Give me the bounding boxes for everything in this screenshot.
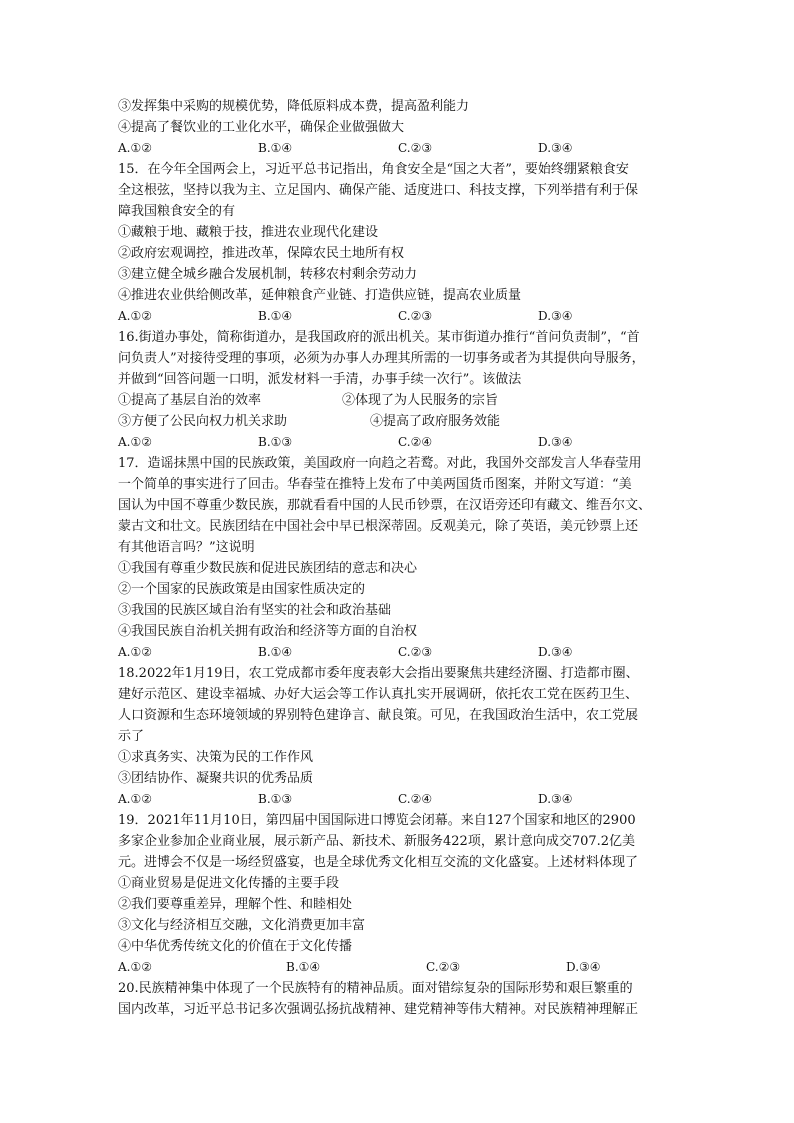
choice-c: C.②④	[398, 792, 433, 806]
choice-a: A.①②	[118, 309, 152, 323]
option-item: ③我国的民族区域自治有坚实的社会和政治基础	[118, 603, 392, 618]
choice-b: B.①③	[258, 792, 293, 806]
choice-a: A.①②	[118, 792, 152, 806]
option-item: ②我们要尊重差异，理解个性、和睦相处	[118, 897, 353, 912]
choice-d: D.③④	[538, 792, 573, 806]
question-stem: 障我国粮食安全的有	[118, 204, 236, 219]
choice-c: C.②③	[398, 309, 433, 323]
option-item: ③文化与经济相互交融，文化消费更加丰富	[118, 918, 366, 933]
question-stem: 17．造谣抹黑中国的民族政策，美国政府一向趋之若鹜。对此，我国外交部发言人华春莹用	[118, 456, 642, 471]
option-item: ①商业贸易是促进文化传播的主要手段	[118, 876, 340, 891]
option-item: ④提高了餐饮业的工业化水平，确保企业做强做大	[118, 120, 405, 135]
option-item: ③发挥集中采购的规模优势，降低原料成本费，提高盈利能力	[118, 99, 470, 114]
choice-d: D.③④	[538, 141, 573, 155]
choice-c: C.②④	[398, 435, 433, 449]
choice-c: C.②③	[426, 960, 461, 974]
option-item: ①提高了基层自治的效率	[118, 393, 262, 408]
question-19	[118, 810, 678, 978]
option-item: ③建立健全城乡融合发展机制，转移农村剩余劳动力	[118, 267, 418, 282]
choice-a: A.①②	[118, 435, 152, 449]
option-row	[118, 411, 678, 432]
question-stem: 问负责人”对接待受理的事项，必须为办事人办理其所需的一切事务或者为其提供向导服务，	[118, 351, 645, 366]
question-stem: 16.街道办事处，简称街道办，是我国政府的派出机关。某市街道办推行“首问负责制”，“首	[118, 330, 640, 345]
choice-a: A.①②	[118, 960, 152, 974]
option-item: ③团结协作、凝聚共识的优秀品质	[118, 771, 314, 786]
option-item: ④中华优秀传统文化的价值在于文化传播	[118, 939, 353, 954]
question-stem: 国内改革，习近平总书记多次强调弘扬抗战精神、建党精神等伟大精神。对民族精神理解正	[118, 1002, 639, 1017]
question-stem: 元。进博会不仅是一场经贸盛宴，也是全球优秀文化相互交流的文化盛宴。上述材料体现了	[118, 855, 639, 870]
question-stem: 建好示范区、建设幸福城、办好大运会等工作认真扎实开展调研，依托农工党在医药卫生、	[118, 687, 639, 702]
choice-d: D.③④	[538, 435, 573, 449]
question-stem: 一个简单的事实进行了回击。华春莹在推特上发布了中美两国货币图案，并附文写道：“美	[118, 477, 632, 492]
question-16	[118, 327, 678, 453]
question-stem: 多家企业参加企业商业展，展示新产品、新技术、新服务422项，累计意向成交707.2亿美	[118, 834, 636, 849]
choice-a: A.①②	[118, 645, 152, 659]
question-stem: 示了	[118, 729, 145, 744]
option-row	[118, 390, 678, 411]
question-stem: 并做到“回答问题一口明，派发材料一手清，办事手续一次行”。该做法	[118, 372, 522, 387]
question-18	[118, 663, 678, 810]
question-stem: 19．2021年11月10日，第四届中国国际进口博览会闭幕。来自127个国家和地区的2900	[118, 813, 636, 828]
question-stem: 人口资源和生态环境领域的界别特色建诤言、献良策。可见，在我国政治生活中，农工党展	[118, 708, 639, 723]
choice-d: D.③④	[538, 309, 573, 323]
choice-d: D.③④	[538, 645, 573, 659]
option-item: ①求真务实、决策为民的工作作风	[118, 750, 314, 765]
option-item: ③方便了公民向权力机关求助	[118, 414, 288, 429]
choice-b: B.①④	[258, 141, 293, 155]
choice-c: C.②③	[398, 141, 433, 155]
option-item: ④提高了政府服务效能	[370, 414, 501, 429]
choice-b: B.①④	[258, 309, 293, 323]
option-item: ②一个国家的民族政策是由国家性质决定的	[118, 582, 366, 597]
option-item: ②政府宏观调控，推进改革，保障农民土地所有权	[118, 246, 405, 261]
exam-page	[118, 96, 678, 1020]
choice-b: B.①③	[258, 435, 293, 449]
question-stem: 国认为中国不尊重少数民族，那就看看中国的人民币钞票，在汉语旁还印有藏文、维吾尔文、	[118, 498, 652, 513]
answer-choices	[118, 306, 678, 327]
question-stem: 15．在今年全国两会上，习近平总书记指出，角食安全是“国之大者”，要始终绷紧粮食安	[118, 162, 629, 177]
answer-choices	[118, 138, 678, 159]
question-stem: 全这根弦，坚持以我为主、立足国内、确保产能、适度进口、科技支撑，下列举措有利于保	[118, 183, 639, 198]
question-stem: 蒙古文和壮文。民族团结在中国社会中早已根深蒂固。反观美元，除了英语，美元钞票上还	[118, 519, 639, 534]
question-stem: 18.2022年1月19日，农工党成都市委年度表彰大会指出要聚焦共建经济圈、打造都市圈、	[118, 666, 639, 681]
option-item: ①藏粮于地、藏粮于技，推进农业现代化建设	[118, 225, 379, 240]
choice-c: C.②③	[398, 645, 433, 659]
choice-b: B.①④	[286, 960, 321, 974]
option-item: ④推进农业供给侧改革，延伸粮食产业链、打造供应链，提高农业质量	[118, 288, 522, 303]
option-item: ④我国民族自治机关拥有政治和经济等方面的自治权	[118, 624, 418, 639]
option-item: ②体现了为人民服务的宗旨	[342, 393, 499, 408]
choice-b: B.①④	[258, 645, 293, 659]
question-stem: 有其他语言吗？”这说明	[118, 540, 255, 555]
choice-a: A.①②	[118, 141, 152, 155]
question-17	[118, 453, 678, 663]
question-20	[118, 978, 678, 1020]
question-stem: 20.民族精神集中体现了一个民族特有的精神品质。面对错综复杂的国际形势和艰巨繁重的	[118, 981, 633, 996]
answer-choices	[118, 789, 678, 810]
choice-d: D.③④	[566, 960, 601, 974]
question-15	[118, 159, 678, 327]
answer-choices	[118, 642, 678, 663]
option-item: ①我国有尊重少数民族和促进民族团结的意志和决心	[118, 561, 418, 576]
question-14-tail	[118, 96, 678, 159]
answer-choices	[118, 432, 678, 453]
answer-choices	[118, 957, 678, 978]
